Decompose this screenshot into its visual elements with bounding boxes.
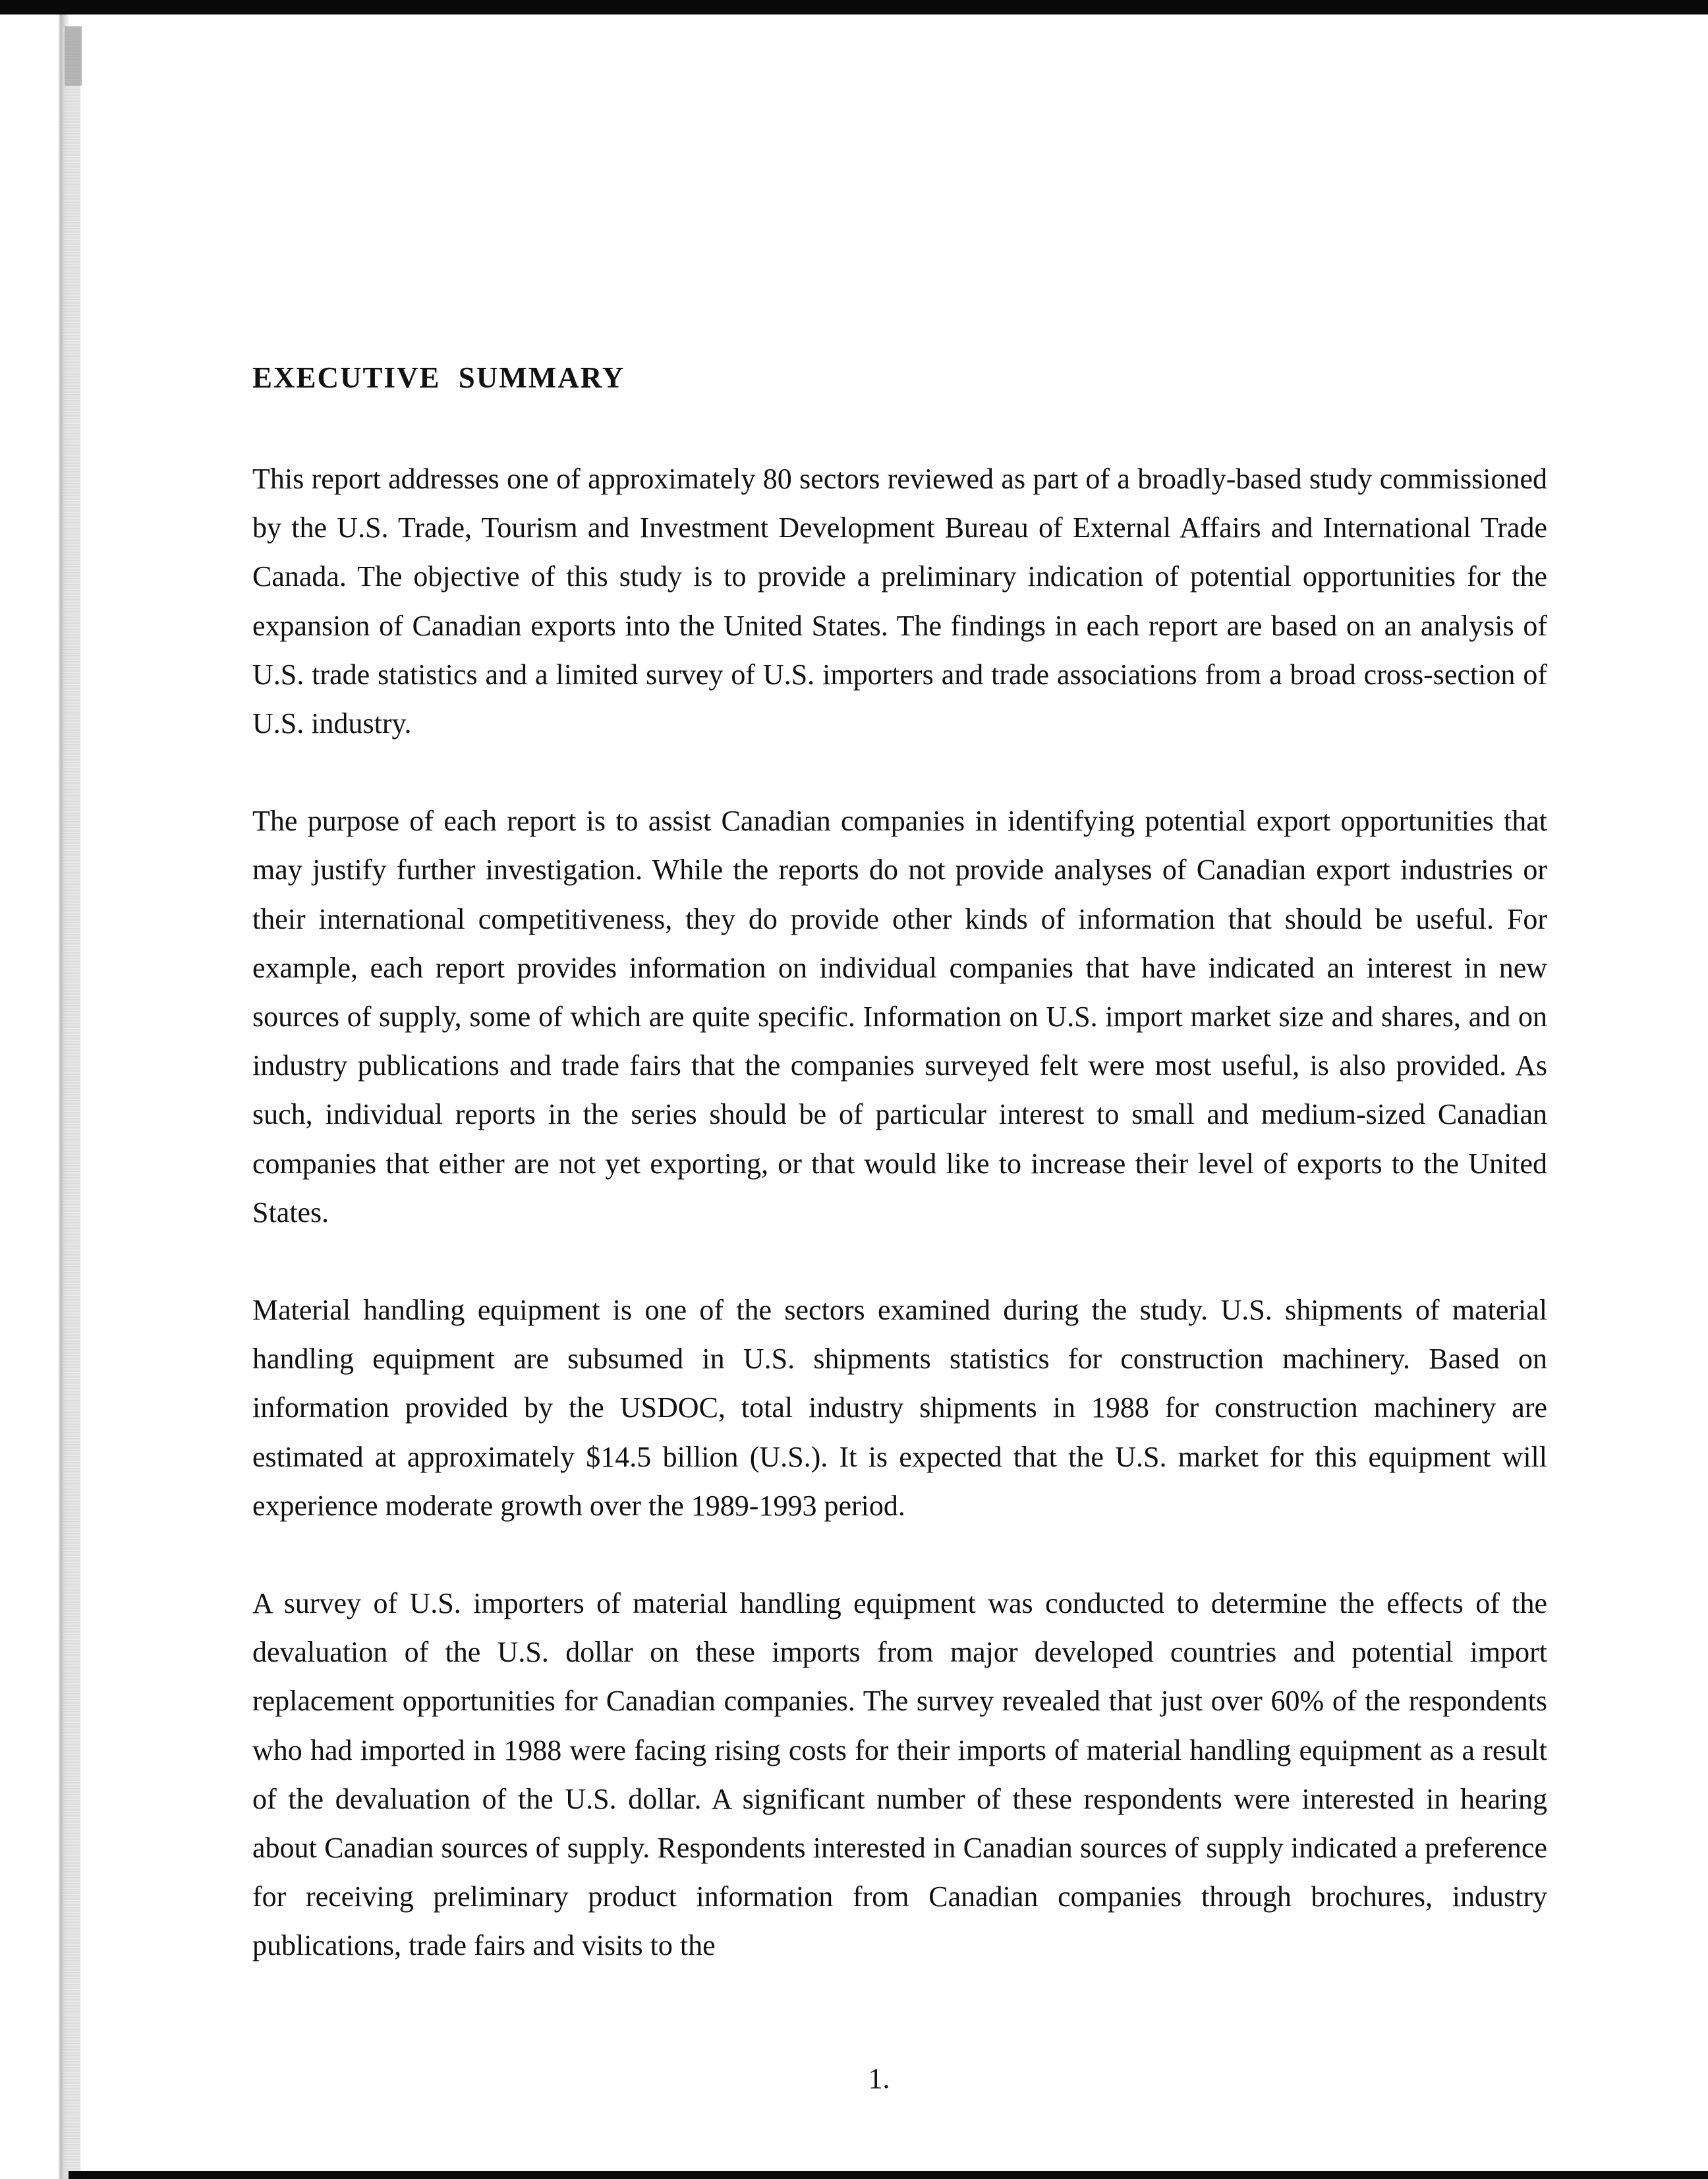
paragraph-intro: This report addresses one of approximately 80 sectors reviewed as part of a broadly-based study commissioned by the U.S. Trade, Tourism and Investment Development Bureau of External Affairs and International Trade Canada. The objective of this study is to provide a preliminary indication of potential opportunities for the expansion of Canadian exports into the United States. The findings in each report are based on an analysis of U.S. trade statistics and a limited survey of U.S. importers and trade associations from a broad cross-section of U.S. industry. [252, 463, 1547, 740]
scan-top-border [0, 0, 1708, 15]
paragraph-survey: A survey of U.S. importers of material handling equipment was conducted to determine the effects of the devaluation of the U.S. dollar on these imports from major developed countries and potential import replacement opportunities for Canadian companies. The survey revealed that just over 60% of the respondents who had imported in 1988 were facing rising costs for their imports of material handling equipment as a result of the devaluation of the U.S. dollar. A significant number of these respondents were interested in hearing about Canadian sources of supply. Respondents interested in Canadian sources of supply indicated a preference for receiving preliminary product information from Canadian companies through brochures, industry publications, trade fairs and visits to the [252, 1587, 1547, 1962]
paragraph-purpose: The purpose of each report is to assist Canadian companies in identifying potential export opportunities that may justify further investigation. While the reports do not provide analyses of Canadian export industries or their international competitiveness, they do provide other kinds of information that should be useful. For example, each report provides information on individual companies that have indicated an interest in new sources of supply, some of which are quite specific. Information on U.S. import market size and shares, and on industry publications and trade fairs that the companies surveyed felt were most useful, is also provided. As such, individual reports in the series should be of particular interest to small and medium-sized Canadian companies that either are not yet exporting, or that would like to increase their level of exports to the United States. [252, 805, 1547, 1229]
section-heading: EXECUTIVE SUMMARY [252, 361, 625, 394]
scan-binding-shadow [63, 26, 80, 2179]
scan-corner-mark [65, 26, 82, 86]
scan-bottom-border [69, 2171, 1708, 2179]
paragraph-sector: Material handling equipment is one of the sectors examined during the study. U.S. shipments of material handling equipment are subsumed in U.S. shipments statistics for construction machinery. Based on information provided by the USDOC, total industry shipments in 1988 for construction machinery are estimated at approximately $14.5 billion (U.S.). It is expected that the U.S. market for this equipment will experience moderate growth over the 1989-1993 period. [252, 1294, 1547, 1522]
document-body [252, 348, 1547, 2019]
scan-left-edge [0, 15, 69, 2179]
page-number: 1. [868, 2062, 890, 2095]
